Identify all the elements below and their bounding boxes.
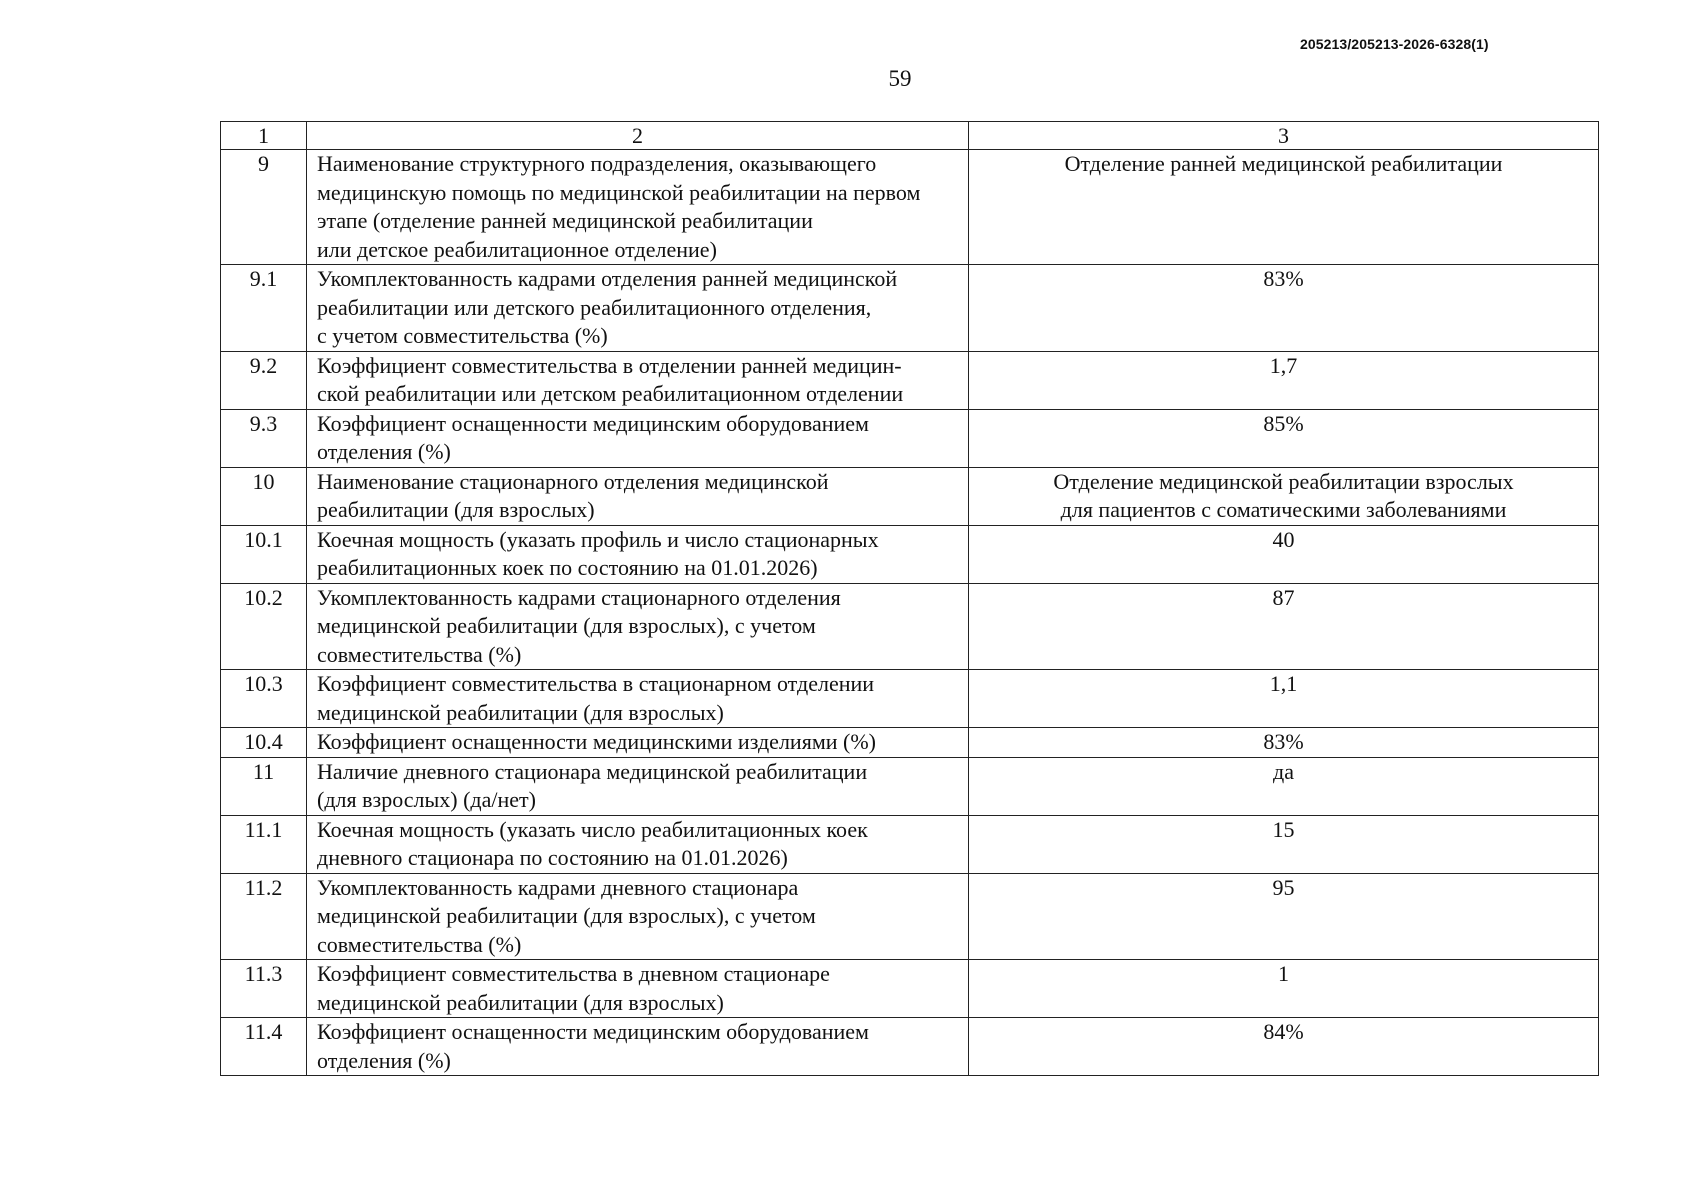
indicator-value: 95 <box>969 873 1599 960</box>
row-number: 10.2 <box>221 583 307 670</box>
indicator-value: 87 <box>969 583 1599 670</box>
row-number: 9.2 <box>221 351 307 409</box>
table-header-row <box>221 122 1599 150</box>
indicator-value: 1,1 <box>969 670 1599 728</box>
indicator-name: Коэффициент совместительства в отделении ранней медицин- ской реабилитации или детском реабилитационном отделении <box>307 351 969 409</box>
table-row <box>221 351 1599 409</box>
indicator-name: Наименование структурного подразделения, оказывающего медицинскую помощь по медицинской реабилитации на первом этапе (отделение ранней медицинской реабилитации или детское реабилитационное отделение) <box>307 150 969 265</box>
document-registration-code: 205213/205213-2026-6328(1) <box>1300 36 1489 52</box>
table-row <box>221 728 1599 758</box>
indicator-value: 85% <box>969 409 1599 467</box>
indicator-value: 15 <box>969 815 1599 873</box>
page-number: 59 <box>888 66 912 91</box>
indicator-name: Коэффициент оснащенности медицинским оборудованием отделения (%) <box>307 409 969 467</box>
table-row <box>221 960 1599 1018</box>
table-row <box>221 757 1599 815</box>
row-number: 10.4 <box>221 728 307 758</box>
indicator-name: Наличие дневного стационара медицинской реабилитации (для взрослых) (да/нет) <box>307 757 969 815</box>
row-number: 10 <box>221 467 307 525</box>
indicator-name: Укомплектованность кадрами стационарного отделения медицинской реабилитации (для взрослых), с учетом совместительства (%) <box>307 583 969 670</box>
table-row <box>221 525 1599 583</box>
indicator-value: 84% <box>969 1018 1599 1076</box>
table-row <box>221 873 1599 960</box>
table-row <box>221 265 1599 352</box>
table-row <box>221 150 1599 265</box>
rehabilitation-indicators-table <box>220 121 1599 1076</box>
indicator-name: Укомплектованность кадрами дневного стационара медицинской реабилитации (для взрослых), с учетом совместительства (%) <box>307 873 969 960</box>
row-number: 11.3 <box>221 960 307 1018</box>
indicator-value: 1,7 <box>969 351 1599 409</box>
indicator-value: 83% <box>969 265 1599 352</box>
indicator-value: Отделение медицинской реабилитации взрослых для пациентов с соматическими заболеваниями <box>969 467 1599 525</box>
table-row <box>221 815 1599 873</box>
indicator-value: 40 <box>969 525 1599 583</box>
row-number: 11.4 <box>221 1018 307 1076</box>
row-number: 10.1 <box>221 525 307 583</box>
column-header-number: 1 <box>221 122 307 150</box>
indicator-value: 83% <box>969 728 1599 758</box>
row-number: 9.3 <box>221 409 307 467</box>
row-number: 11.2 <box>221 873 307 960</box>
indicator-name: Коэффициент оснащенности медицинскими изделиями (%) <box>307 728 969 758</box>
indicator-value: Отделение ранней медицинской реабилитации <box>969 150 1599 265</box>
indicator-value: да <box>969 757 1599 815</box>
row-number: 9.1 <box>221 265 307 352</box>
row-number: 9 <box>221 150 307 265</box>
indicator-name: Наименование стационарного отделения медицинской реабилитации (для взрослых) <box>307 467 969 525</box>
rehabilitation-indicators-table-container <box>220 121 1599 1076</box>
column-header-indicator: 2 <box>307 122 969 150</box>
indicator-name: Коечная мощность (указать число реабилитационных коек дневного стационара по состоянию на 01.01.2026) <box>307 815 969 873</box>
row-number: 10.3 <box>221 670 307 728</box>
table-row <box>221 583 1599 670</box>
table-row <box>221 409 1599 467</box>
table-row <box>221 1018 1599 1076</box>
column-header-value: 3 <box>969 122 1599 150</box>
indicator-value: 1 <box>969 960 1599 1018</box>
indicator-name: Коэффициент совместительства в дневном стационаре медицинской реабилитации (для взрослых) <box>307 960 969 1018</box>
table-row <box>221 670 1599 728</box>
indicator-name: Коечная мощность (указать профиль и число стационарных реабилитационных коек по состоянию на 01.01.2026) <box>307 525 969 583</box>
row-number: 11.1 <box>221 815 307 873</box>
table-row <box>221 467 1599 525</box>
indicator-name: Коэффициент оснащенности медицинским оборудованием отделения (%) <box>307 1018 969 1076</box>
row-number: 11 <box>221 757 307 815</box>
indicator-name: Коэффициент совместительства в стационарном отделении медицинской реабилитации (для взрослых) <box>307 670 969 728</box>
indicator-name: Укомплектованность кадрами отделения ранней медицинской реабилитации или детского реабилитационного отделения, с учетом совместительства (%) <box>307 265 969 352</box>
